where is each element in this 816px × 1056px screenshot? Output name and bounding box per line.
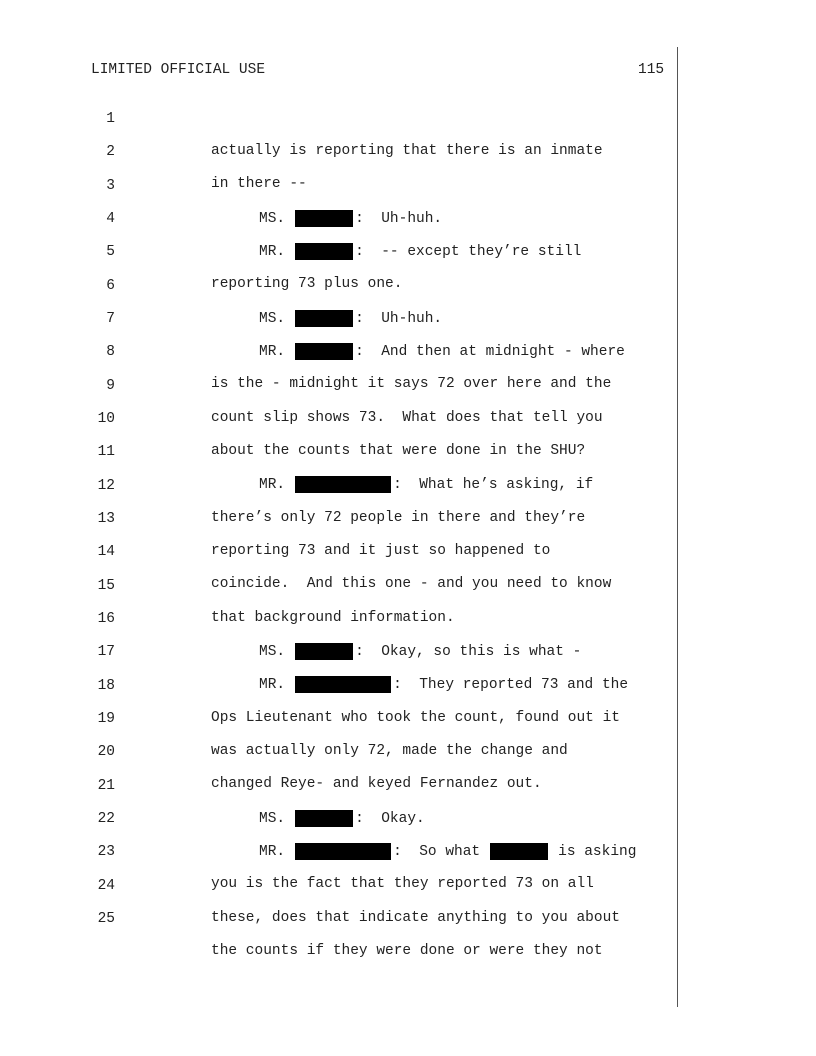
line-text: coincide. And this one - and you need to know: [211, 576, 612, 592]
line-text: changed Reye- and keyed Fernandez out.: [211, 776, 542, 792]
line-text: actually is reporting that there is an inmate: [211, 143, 603, 159]
line-text-tail: is asking: [558, 843, 637, 860]
line-text: these, does that indicate anything to you about: [211, 910, 620, 926]
line-number: 22: [97, 811, 115, 827]
speaker-title: MR.: [259, 343, 286, 360]
line-number: 21: [97, 778, 115, 794]
line-number: 4: [106, 211, 115, 227]
line-text: count slip shows 73. What does that tell you: [211, 410, 603, 426]
line-text: was actually only 72, made the change and: [211, 743, 568, 759]
line-text: in there --: [211, 176, 307, 192]
speaker-title: MR.: [259, 843, 286, 860]
line-number: 11: [97, 444, 115, 460]
line-text: that background information.: [211, 610, 455, 626]
line-text: you is the fact that they reported 73 on all: [211, 876, 594, 892]
speaker-title: MS.: [259, 310, 286, 327]
line-number: 19: [97, 711, 115, 727]
speaker-title: MS.: [259, 210, 286, 227]
speaker-title: MR.: [259, 243, 286, 260]
line-text: : They reported 73 and the: [393, 676, 629, 693]
line-number: 3: [106, 178, 115, 194]
line-text: : And then at midnight - where: [355, 343, 625, 360]
line-text: the counts if they were done or were they not: [211, 943, 603, 959]
line-text: : Okay, so this is what -: [355, 643, 582, 660]
line-text: about the counts that were done in the SHU?: [211, 443, 586, 459]
line-number: 16: [97, 611, 115, 627]
line-number: 7: [106, 311, 115, 327]
page-number: 115: [638, 62, 665, 78]
line-text: reporting 73 plus one.: [211, 276, 403, 292]
line-number: 9: [106, 378, 115, 394]
line-number: 5: [106, 244, 115, 260]
line-text: there’s only 72 people in there and they’re: [211, 510, 586, 526]
speaker-title: MR.: [259, 676, 286, 693]
line-text: : -- except they’re still: [355, 243, 582, 260]
line-number: 23: [97, 844, 115, 860]
classification-header: LIMITED OFFICIAL USE: [91, 62, 266, 78]
line-number: 17: [97, 644, 115, 660]
line-text: Ops Lieutenant who took the count, found out it: [211, 710, 620, 726]
line-number: 18: [97, 678, 115, 694]
speaker-title: MS.: [259, 643, 286, 660]
speaker-title: MS.: [259, 810, 286, 827]
line-number: 8: [106, 344, 115, 360]
transcript-line: [0, 95, 680, 159]
line-text: : Uh-huh.: [355, 210, 443, 227]
line-number: 14: [97, 544, 115, 560]
line-text: : What he’s asking, if: [393, 476, 594, 493]
speaker-title: MR.: [259, 476, 286, 493]
line-number: 24: [97, 878, 115, 894]
line-number: 2: [106, 144, 115, 160]
line-text: : Uh-huh.: [355, 310, 443, 327]
line-number: 1: [106, 111, 115, 127]
line-number: 15: [97, 578, 115, 594]
line-number: 12: [97, 478, 115, 494]
line-text: is the - midnight it says 72 over here and the: [211, 376, 612, 392]
line-number: 6: [106, 278, 115, 294]
line-number: 20: [97, 744, 115, 760]
line-number: 13: [97, 511, 115, 527]
line-text: : So what: [393, 843, 481, 860]
line-number: 10: [97, 411, 115, 427]
line-text: reporting 73 and it just so happened to: [211, 543, 551, 559]
line-number: 25: [97, 911, 115, 927]
line-text: : Okay.: [355, 810, 425, 827]
